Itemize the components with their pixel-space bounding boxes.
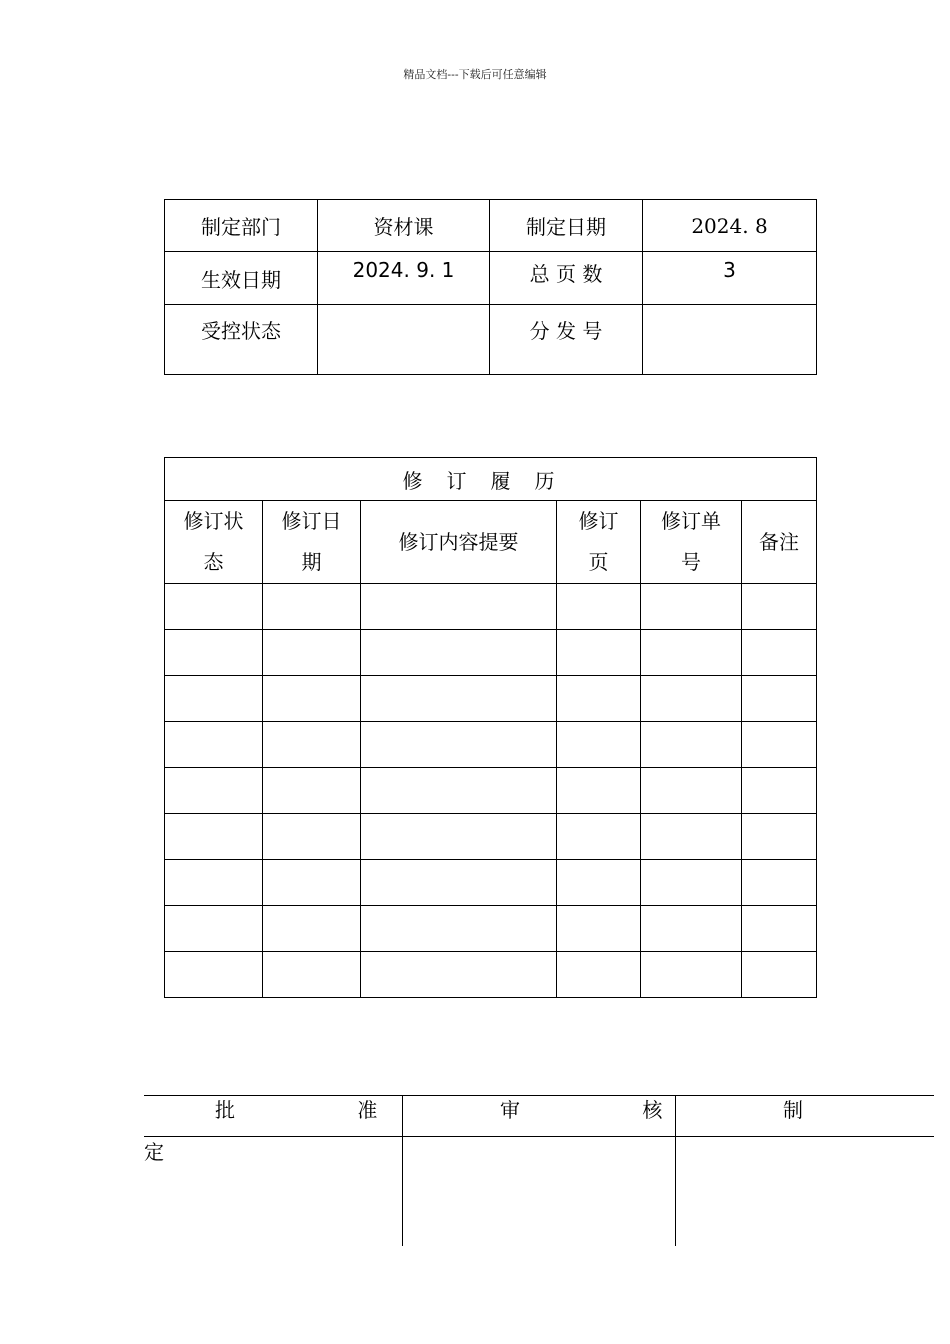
revision-cell [165, 676, 263, 722]
col-revision-number: 修订单 号 [641, 501, 742, 584]
col-remarks: 备注 [742, 501, 817, 584]
revision-cell [557, 906, 641, 952]
revision-row [165, 906, 817, 952]
revision-cell [742, 722, 817, 768]
revision-cell [742, 768, 817, 814]
made-date-label: 制定日期 [490, 200, 643, 252]
revision-cell [557, 768, 641, 814]
total-pages-label: 总 页 数 [490, 252, 643, 305]
col-revision-page: 修订 页 [557, 501, 641, 584]
revision-cell [263, 768, 361, 814]
revision-cell [361, 906, 557, 952]
revision-cell [263, 860, 361, 906]
revision-row [165, 676, 817, 722]
col-revision-status: 修订状 态 [165, 501, 263, 584]
revision-cell [165, 722, 263, 768]
revision-cell [557, 676, 641, 722]
total-pages-value: 3 [643, 252, 817, 305]
revision-row [165, 768, 817, 814]
revision-cell [641, 768, 742, 814]
dept-value: 资材课 [318, 200, 490, 252]
revision-cell [742, 584, 817, 630]
revision-cell [742, 814, 817, 860]
review-label: 审 核 [500, 1098, 721, 1122]
revision-cell [263, 676, 361, 722]
distribution-number-label: 分 发 号 [490, 305, 643, 375]
revision-cell [361, 722, 557, 768]
revision-row [165, 722, 817, 768]
revision-cell [361, 768, 557, 814]
dept-label: 制定部门 [165, 200, 318, 252]
revision-cell [742, 676, 817, 722]
revision-cell [641, 906, 742, 952]
revision-cell [165, 630, 263, 676]
col-revision-content: 修订内容提要 [361, 501, 557, 584]
revision-cell [641, 584, 742, 630]
control-status-label: 受控状态 [165, 305, 318, 375]
revision-cell [742, 630, 817, 676]
revision-cell [361, 814, 557, 860]
revision-cell [742, 906, 817, 952]
revision-cell [557, 584, 641, 630]
document-info-table [164, 199, 817, 375]
made-label-part1: 制 [783, 1098, 803, 1122]
revision-cell [165, 906, 263, 952]
revision-cell [361, 630, 557, 676]
revision-cell [165, 768, 263, 814]
revision-cell [263, 584, 361, 630]
revision-row [165, 630, 817, 676]
header-note: 精品文档---下载后可任意编辑 [403, 68, 547, 81]
revision-row [165, 952, 817, 998]
revision-cell [263, 722, 361, 768]
revision-cell [742, 952, 817, 998]
revision-cell [557, 814, 641, 860]
revision-cell [165, 860, 263, 906]
revision-cell [557, 860, 641, 906]
revision-cell [742, 860, 817, 906]
revision-cell [165, 584, 263, 630]
revision-cell [641, 722, 742, 768]
revision-cell [361, 860, 557, 906]
made-label-part2: 定 [144, 1140, 164, 1164]
revision-cell [557, 952, 641, 998]
revision-cell [641, 814, 742, 860]
revision-row [165, 814, 817, 860]
revision-cell [641, 860, 742, 906]
revision-cell [263, 906, 361, 952]
distribution-number-value [643, 305, 817, 375]
control-status-value [318, 305, 490, 375]
effective-date-label: 生效日期 [165, 252, 318, 305]
revision-cell [557, 722, 641, 768]
approve-label: 批 准 [215, 1098, 436, 1122]
revision-cell [263, 952, 361, 998]
made-date-value: 2024. 8 [643, 200, 817, 252]
revision-cell [361, 952, 557, 998]
revision-cell [361, 584, 557, 630]
approval-divider-line [144, 1136, 934, 1137]
revision-cell [641, 676, 742, 722]
revision-cell [641, 952, 742, 998]
revision-row [165, 860, 817, 906]
revision-history-title: 修订履历 [165, 458, 817, 501]
revision-cell [165, 952, 263, 998]
revision-cell [263, 630, 361, 676]
revision-cell [263, 814, 361, 860]
revision-history-table [164, 457, 817, 998]
revision-cell [641, 630, 742, 676]
revision-cell [361, 676, 557, 722]
effective-date-value: 2024. 9. 1 [318, 252, 490, 305]
revision-cell [557, 630, 641, 676]
revision-cell [165, 814, 263, 860]
col-revision-date: 修订日 期 [263, 501, 361, 584]
revision-row [165, 584, 817, 630]
